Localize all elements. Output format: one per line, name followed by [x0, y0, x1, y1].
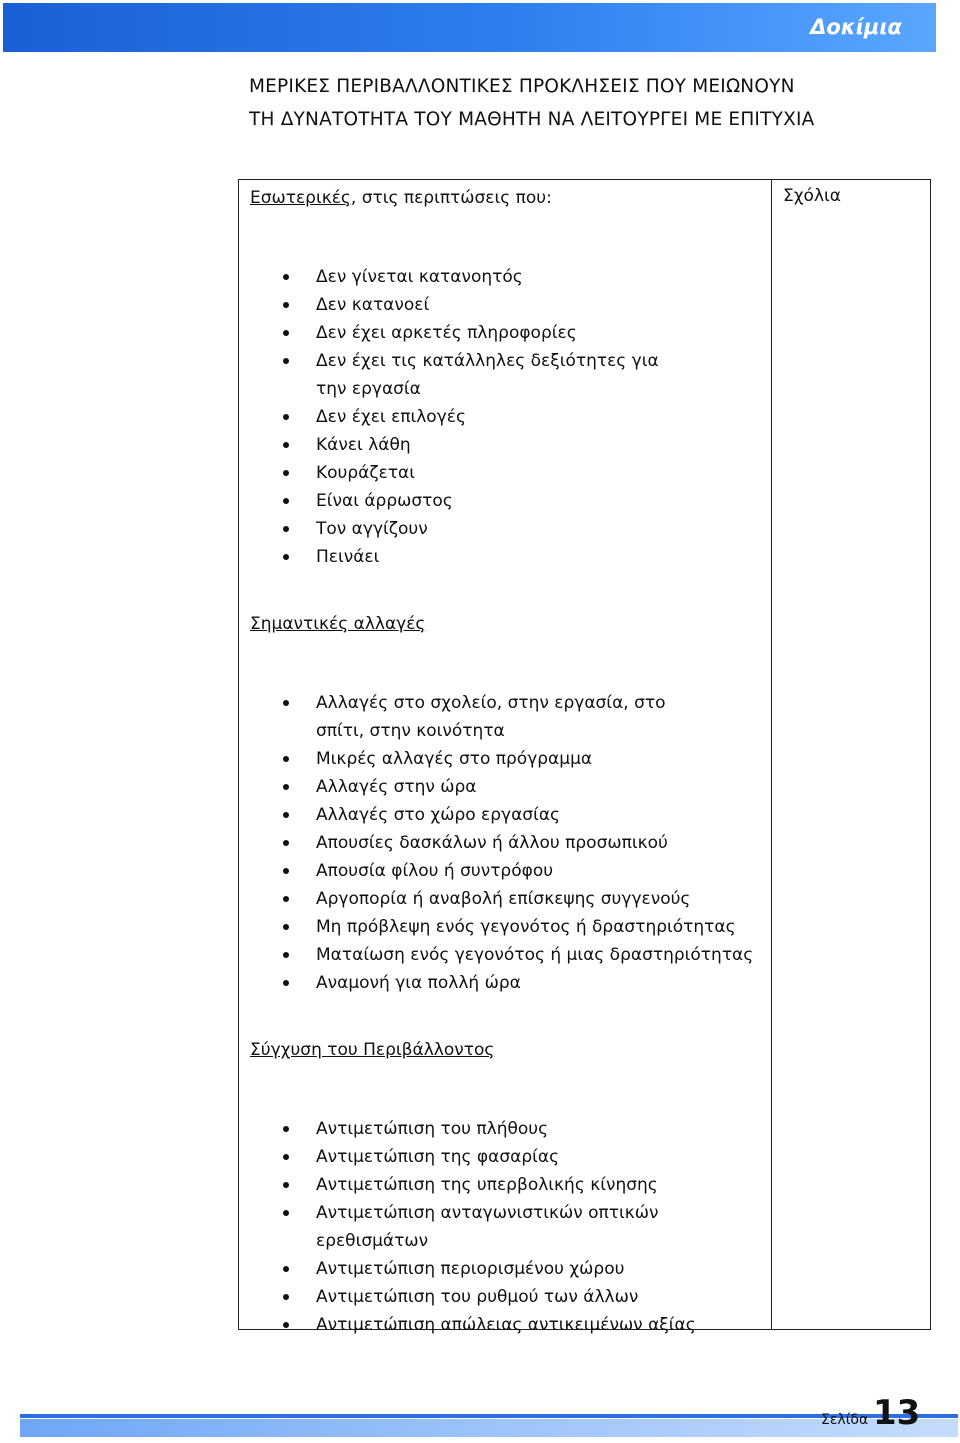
- bullet-list-internal: [250, 263, 765, 571]
- list-item-text: Αντιμετώπιση περιορισμένου χώρου: [316, 1259, 625, 1279]
- list-item-text: Απουσίες δασκάλων ή άλλου προσωπικού: [316, 833, 668, 853]
- list-item-text: Αντιμετώπιση του πλήθους: [316, 1119, 549, 1139]
- list-item-text: Δεν κατανοεί: [316, 295, 430, 315]
- list-item: [250, 745, 765, 773]
- list-item-text: Αλλαγές στο σχολείο, στην εργασία, στο σπίτι, στην κοινότητα: [316, 693, 666, 741]
- list-item: [250, 319, 765, 347]
- list-item: [250, 403, 765, 431]
- bullet-icon: [283, 700, 289, 706]
- list-item: [250, 1283, 765, 1311]
- bullet-icon: [283, 470, 289, 476]
- bullet-icon: [283, 414, 289, 420]
- page-number: 13: [873, 1393, 921, 1433]
- list-item-text: Αλλαγές στην ώρα: [316, 777, 477, 797]
- document-title: [249, 70, 939, 136]
- list-item-text: Κουράζεται: [316, 463, 416, 483]
- list-item-text: Δεν έχει τις κατάλληλες δεξιότητες για την εργασία: [316, 351, 659, 399]
- list-item: [250, 459, 765, 487]
- section-heading-suffix: , στις περιπτώσεις που:: [350, 188, 552, 208]
- list-item: [250, 431, 765, 459]
- bullet-icon: [283, 812, 289, 818]
- list-item: [250, 1115, 765, 1143]
- footer-bar: [20, 1419, 958, 1437]
- list-item-text: Μη πρόβλεψη ενός γεγονότος ή δραστηριότητας: [316, 917, 736, 937]
- section-heading-label: Σύγχυση του Περιβάλλοντος: [250, 1040, 495, 1060]
- list-item-text: Δεν έχει αρκετές πληροφορίες: [316, 323, 577, 343]
- list-item: [250, 543, 765, 571]
- bullet-list-environment-confusion: [250, 1115, 765, 1339]
- challenges-table: [238, 179, 931, 1335]
- list-item: [250, 1143, 765, 1171]
- list-item: [250, 347, 765, 403]
- list-item-text: Δεν έχει επιλογές: [316, 407, 466, 427]
- list-item: [250, 913, 765, 941]
- bullet-icon: [283, 868, 289, 874]
- list-item-text: Είναι άρρωστος: [316, 491, 453, 511]
- bullet-icon: [283, 442, 289, 448]
- challenges-column: [250, 186, 765, 1339]
- list-item-text: Κάνει λάθη: [316, 435, 411, 455]
- header-bar: [3, 3, 936, 52]
- list-item: [250, 829, 765, 857]
- list-item: [250, 969, 765, 997]
- list-item-text: Τον αγγίζουν: [316, 519, 428, 539]
- bullet-icon: [283, 952, 289, 958]
- list-item-text: Πεινάει: [316, 547, 380, 567]
- document-title-line-1: ΜΕΡΙΚΕΣ ΠΕΡΙΒΑΛΛΟΝΤΙΚΕΣ ΠΡΟΚΛΗΣΕΙΣ ΠΟΥ ΜΕΙΩΝΟΥΝ: [249, 76, 795, 97]
- bullet-icon: [283, 1182, 289, 1188]
- list-item-text: Αλλαγές στο χώρο εργασίας: [316, 805, 561, 825]
- list-item-text: Μικρές αλλαγές στο πρόγραμμα: [316, 749, 593, 769]
- list-item-text: Απουσία φίλου ή συντρόφου: [316, 861, 554, 881]
- document-title-line-2: ΤΗ ΔΥΝΑΤΟΤΗΤΑ ΤΟΥ ΜΑΘΗΤΗ ΝΑ ΛΕΙΤΟΥΡΓΕΙ ΜΕ ΕΠΙΤΥΧΙΑ: [249, 109, 815, 130]
- list-item: [250, 291, 765, 319]
- column-divider: [771, 180, 772, 1329]
- list-item: [250, 1255, 765, 1283]
- section-heading-label: Σημαντικές αλλαγές: [250, 614, 426, 634]
- bullet-icon: [283, 980, 289, 986]
- list-item-text: Αντιμετώπιση της υπερβολικής κίνησης: [316, 1175, 658, 1195]
- bullet-icon: [283, 554, 289, 560]
- bullet-icon: [283, 840, 289, 846]
- section-heading-label: Εσωτερικές: [250, 188, 351, 208]
- bullet-icon: [283, 896, 289, 902]
- list-item-text: Αντιμετώπιση της φασαρίας: [316, 1147, 560, 1167]
- header-title: Δοκίμια: [810, 15, 902, 39]
- bullet-icon: [283, 498, 289, 504]
- list-item: [250, 1199, 765, 1255]
- list-item: [250, 773, 765, 801]
- bullet-list-major-changes: [250, 689, 765, 997]
- bullet-icon: [283, 1154, 289, 1160]
- list-item-text: Ματαίωση ενός γεγονότος ή μιας δραστηριότητας: [316, 945, 754, 965]
- comments-column-header: Σχόλια: [783, 186, 841, 206]
- bullet-icon: [283, 1210, 289, 1216]
- list-item-text: Αντιμετώπιση του ρυθμού των άλλων: [316, 1287, 639, 1307]
- list-item: [250, 857, 765, 885]
- section-heading-major-changes: [250, 612, 765, 636]
- list-item-text: Αντιμετώπιση ανταγωνιστικών οπτικών ερεθισμάτων: [316, 1203, 659, 1251]
- list-item: [250, 885, 765, 913]
- list-item: [250, 801, 765, 829]
- list-item: [250, 941, 765, 969]
- list-item: [250, 515, 765, 543]
- bullet-icon: [283, 1294, 289, 1300]
- list-item: [250, 689, 765, 745]
- list-item-text: Αντιμετώπιση απώλειας αντικειμένων αξίας: [316, 1315, 696, 1335]
- list-item: [250, 487, 765, 515]
- list-item: [250, 1311, 765, 1339]
- bullet-icon: [283, 330, 289, 336]
- bullet-icon: [283, 302, 289, 308]
- list-item-text: Δεν γίνεται κατανοητός: [316, 267, 523, 287]
- bullet-icon: [283, 1126, 289, 1132]
- list-item-text: Αργοπορία ή αναβολή επίσκεψης συγγενούς: [316, 889, 691, 909]
- bullet-icon: [283, 924, 289, 930]
- page-label: Σελίδα: [821, 1412, 869, 1428]
- bullet-icon: [283, 1266, 289, 1272]
- bullet-icon: [283, 274, 289, 280]
- bullet-icon: [283, 784, 289, 790]
- bullet-icon: [283, 1322, 289, 1328]
- list-item: [250, 1171, 765, 1199]
- list-item-text: Αναμονή για πολλή ώρα: [316, 973, 521, 993]
- section-heading-internal: [250, 186, 765, 210]
- list-item: [250, 263, 765, 291]
- bullet-icon: [283, 526, 289, 532]
- bullet-icon: [283, 358, 289, 364]
- footer-rule: [20, 1414, 958, 1418]
- section-heading-environment-confusion: [250, 1038, 765, 1062]
- bullet-icon: [283, 756, 289, 762]
